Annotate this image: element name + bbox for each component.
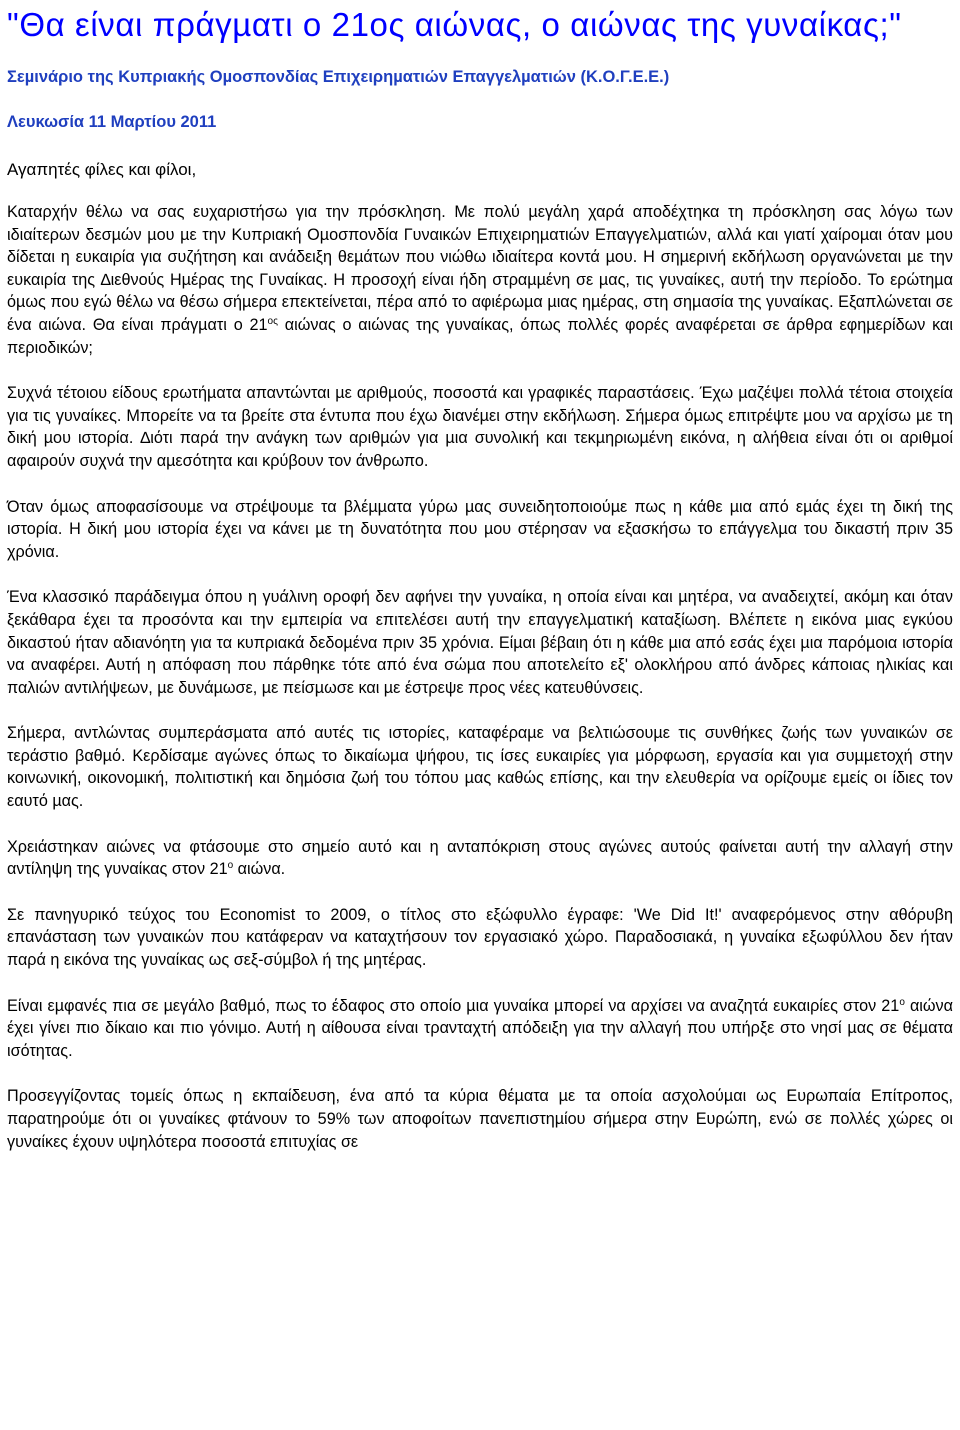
document-title: "Θα είναι πράγµατι ο 21ος αιώνας, ο αιώνας της γυναίκας;"	[7, 6, 902, 43]
seminar-subtitle: Σεµινάριο της Κυπριακής Οµοσπονδίας Επιχειρηµατιών Επαγγελµατιών (Κ.Ο.Γ.Ε.Ε.)	[7, 68, 670, 86]
paragraph-1	[7, 201, 953, 359]
paragraph-1-superscript: ος	[267, 315, 278, 327]
paragraph-8-superscript: ο	[899, 996, 905, 1008]
paragraph-2: Συχνά τέτοιου είδους ερωτήµατα απαντώνται µε αριθµούς, ποσοστά και γραφικές παραστάσεις. Έχω µαζέψει πολλά τέτοια στοιχεία για τις γυναίκες. Μπορείτε να τα βρείτε στα έντυπα που έχω διανέµει στην εκδήλωση. Σήµερα όµως επιτρέψτε µου να αρχίσω µε τη δική µου ιστορία. ∆ιότι παρά την ανάγκη των αριθµών για µια συνολική και τεκµηριωµένη εικόνα, η αλήθεια είναι ότι οι αριθµοί αφαιρούν συχνά την αµεσότητα και κρύβουν τον άνθρωπο.	[7, 384, 953, 470]
paragraph-6-text-a: Χρειάστηκαν αιώνες να φτάσουµε στο σηµείο αυτό και η ανταπόκριση στους αγώνες αυτούς φαίνεται αυτή την αλλαγή στην αντίληψη της γυναίκας στον 21	[7, 837, 953, 879]
greeting: Αγαπητές φίλες και φίλοι,	[7, 160, 197, 179]
place-date: Λευκωσία 11 Μαρτίου 2011	[7, 113, 217, 131]
paragraph-6	[7, 836, 953, 881]
paragraph-7: Σε πανηγυρικό τεύχος του Economist το 2009, ο τίτλος στο εξώφυλλο έγραφε: 'We Did It!' αναφερόµενος στην αθόρυβη επανάσταση των γυναικών που κατάφεραν να καταχτήσουν τον εργασιακό χώρο. Παραδοσιακά, η γυναίκα εξωφύλλου δεν ήταν παρά η εικόνα της γυναίκας ως σεξ-σύµβολ ή της µητέρας.	[7, 905, 953, 970]
document-page	[7, 0, 953, 1153]
paragraph-1-text-a: Καταρχήν θέλω να σας ευχαριστήσω για την πρόσκληση. Με πολύ µεγάλη χαρά αποδέχτηκα τη πρόσκληση σας λόγω των ιδιαίτερων δεσµών µου µε την Κυπριακή Οµοσπονδία Γυναικών Επιχειρηµατιών Επαγγελµατιών, αλλά και γιατί χαίροµαι όταν µου δίδεται η ευκαιρία για συζήτηση και ανάδειξη θεµάτων που νιώθω ιδιαίτερα κοντά µου. Η σηµερινή εκδήλωση οργανώνεται µε την ευκαιρία της ∆ιεθνούς Ηµέρας της Γυναίκας. Η προσοχή είναι ήδη στραµµένη σε µας, τις γυναίκες, αυτή την περίοδο. Το ερώτηµα όµως που εγώ θέλω να θέσω σήµερα επεκτείνεται, πέρα από το αφιέρωµα µιας ηµέρας, στη σηµασία της γυναίκας. Εξαπλώνεται σε ένα αιώνα. Θα είναι πράγµατι ο 21	[7, 203, 953, 334]
paragraph-4: Ένα κλασσικό παράδειγµα όπου η γυάλινη οροφή δεν αφήνει την γυναίκα, η οποία είναι και µητέρα, να αναδειχτεί, ακόµη και όταν ξεκάθαρα έχει τα προσόντα και την εµπειρία να επιτελέσει αυτή την επαγγελµατική καταξίωση. Βλέπετε η εικόνα µιας εγκύου δικαστού ήταν αδιανόητη για τα κυπριακά δεδοµένα πριν 35 χρόνια. Είµαι βέβαιη ότι η κάθε µια από εσάς έχει µια παρόµοια ιστορία να αναφέρει. Αυτή η απόφαση που πάρθηκε τότε από ένα σώµα που αποτελείτο εξ' ολοκλήρου από άνδρες κάποιας ηλικίας και παλιών αντιλήψεων, µε δυνάµωσε, µε πείσµωσε και µε έστρεψε προς νέες κατευθύνσεις.	[7, 588, 953, 697]
paragraph-8-text-b: αιώνα έχει γίνει πιο δίκαιο και πιο γόνιµο. Αυτή η αίθουσα είναι τρανταχτή απόδειξη για την αλλαγή που υπήρξε στο νησί µας σε θέµατα ισότητας.	[7, 996, 953, 1060]
paragraph-9: Προσεγγίζοντας τοµείς όπως η εκπαίδευση, ένα από τα κύρια θέµατα µε τα οποία ασχολούµαι ως Ευρωπαία Επίτροπος, παρατηρούµε ότι οι γυναίκες φτάνουν το 59% των αποφοίτων πανεπιστηµίου σήµερα στην Ευρώπη, ενώ σε πολλές χώρες οι γυναίκες έχουν υψηλότερα ποσοστά επιτυχίας σε	[7, 1087, 953, 1151]
speech-body	[7, 201, 953, 1153]
paragraph-5: Σήµερα, αντλώντας συµπεράσµατα από αυτές τις ιστορίες, καταφέραµε να βελτιώσουµε τις συνθήκες ζωής των γυναικών σε τεράστιο βαθµό. Κερδίσαµε αγώνες όπως το δικαίωµα ψήφου, τις ίσες ευκαιρίες για µόρφωση, εργασία και για συµµετοχή στην κοινωνική, οικονοµική, πολιτιστική και δηµόσια ζωή του τόπου µας καθώς επίσης, και την ελευθερία να ορίζουµε εµείς οι ίδιες τον εαυτό µας.	[7, 724, 953, 811]
paragraph-8-text-a: Είναι εµφανές πια σε µεγάλο βαθµό, πως το έδαφος στο οποίο µια γυναίκα µπορεί να αρχίσει να αναζητά ευκαιρίες στον 21	[7, 996, 900, 1015]
paragraph-8	[7, 995, 953, 1063]
paragraph-3: Όταν όµως αποφασίσουµε να στρέψουµε τα βλέµµατα γύρω µας συνειδητοποιούµε πως η κάθε µια από εµάς έχει τη δική της ιστορία. Η δική µου ιστορία έχει να κάνει µε τη δυνατότητα που µου στέρησαν να εξασκήσω το επάγγελµα του δικαστή πριν 35 χρόνια.	[7, 497, 953, 561]
paragraph-6-text-b: αιώνα.	[233, 860, 286, 879]
paragraph-1-text-b: αιώνας ο αιώνας της γυναίκας, όπως πολλές φορές αναφέρεται σε άρθρα εφηµερίδων και περιοδικών;	[7, 315, 953, 357]
paragraph-6-superscript: ο	[227, 860, 234, 872]
